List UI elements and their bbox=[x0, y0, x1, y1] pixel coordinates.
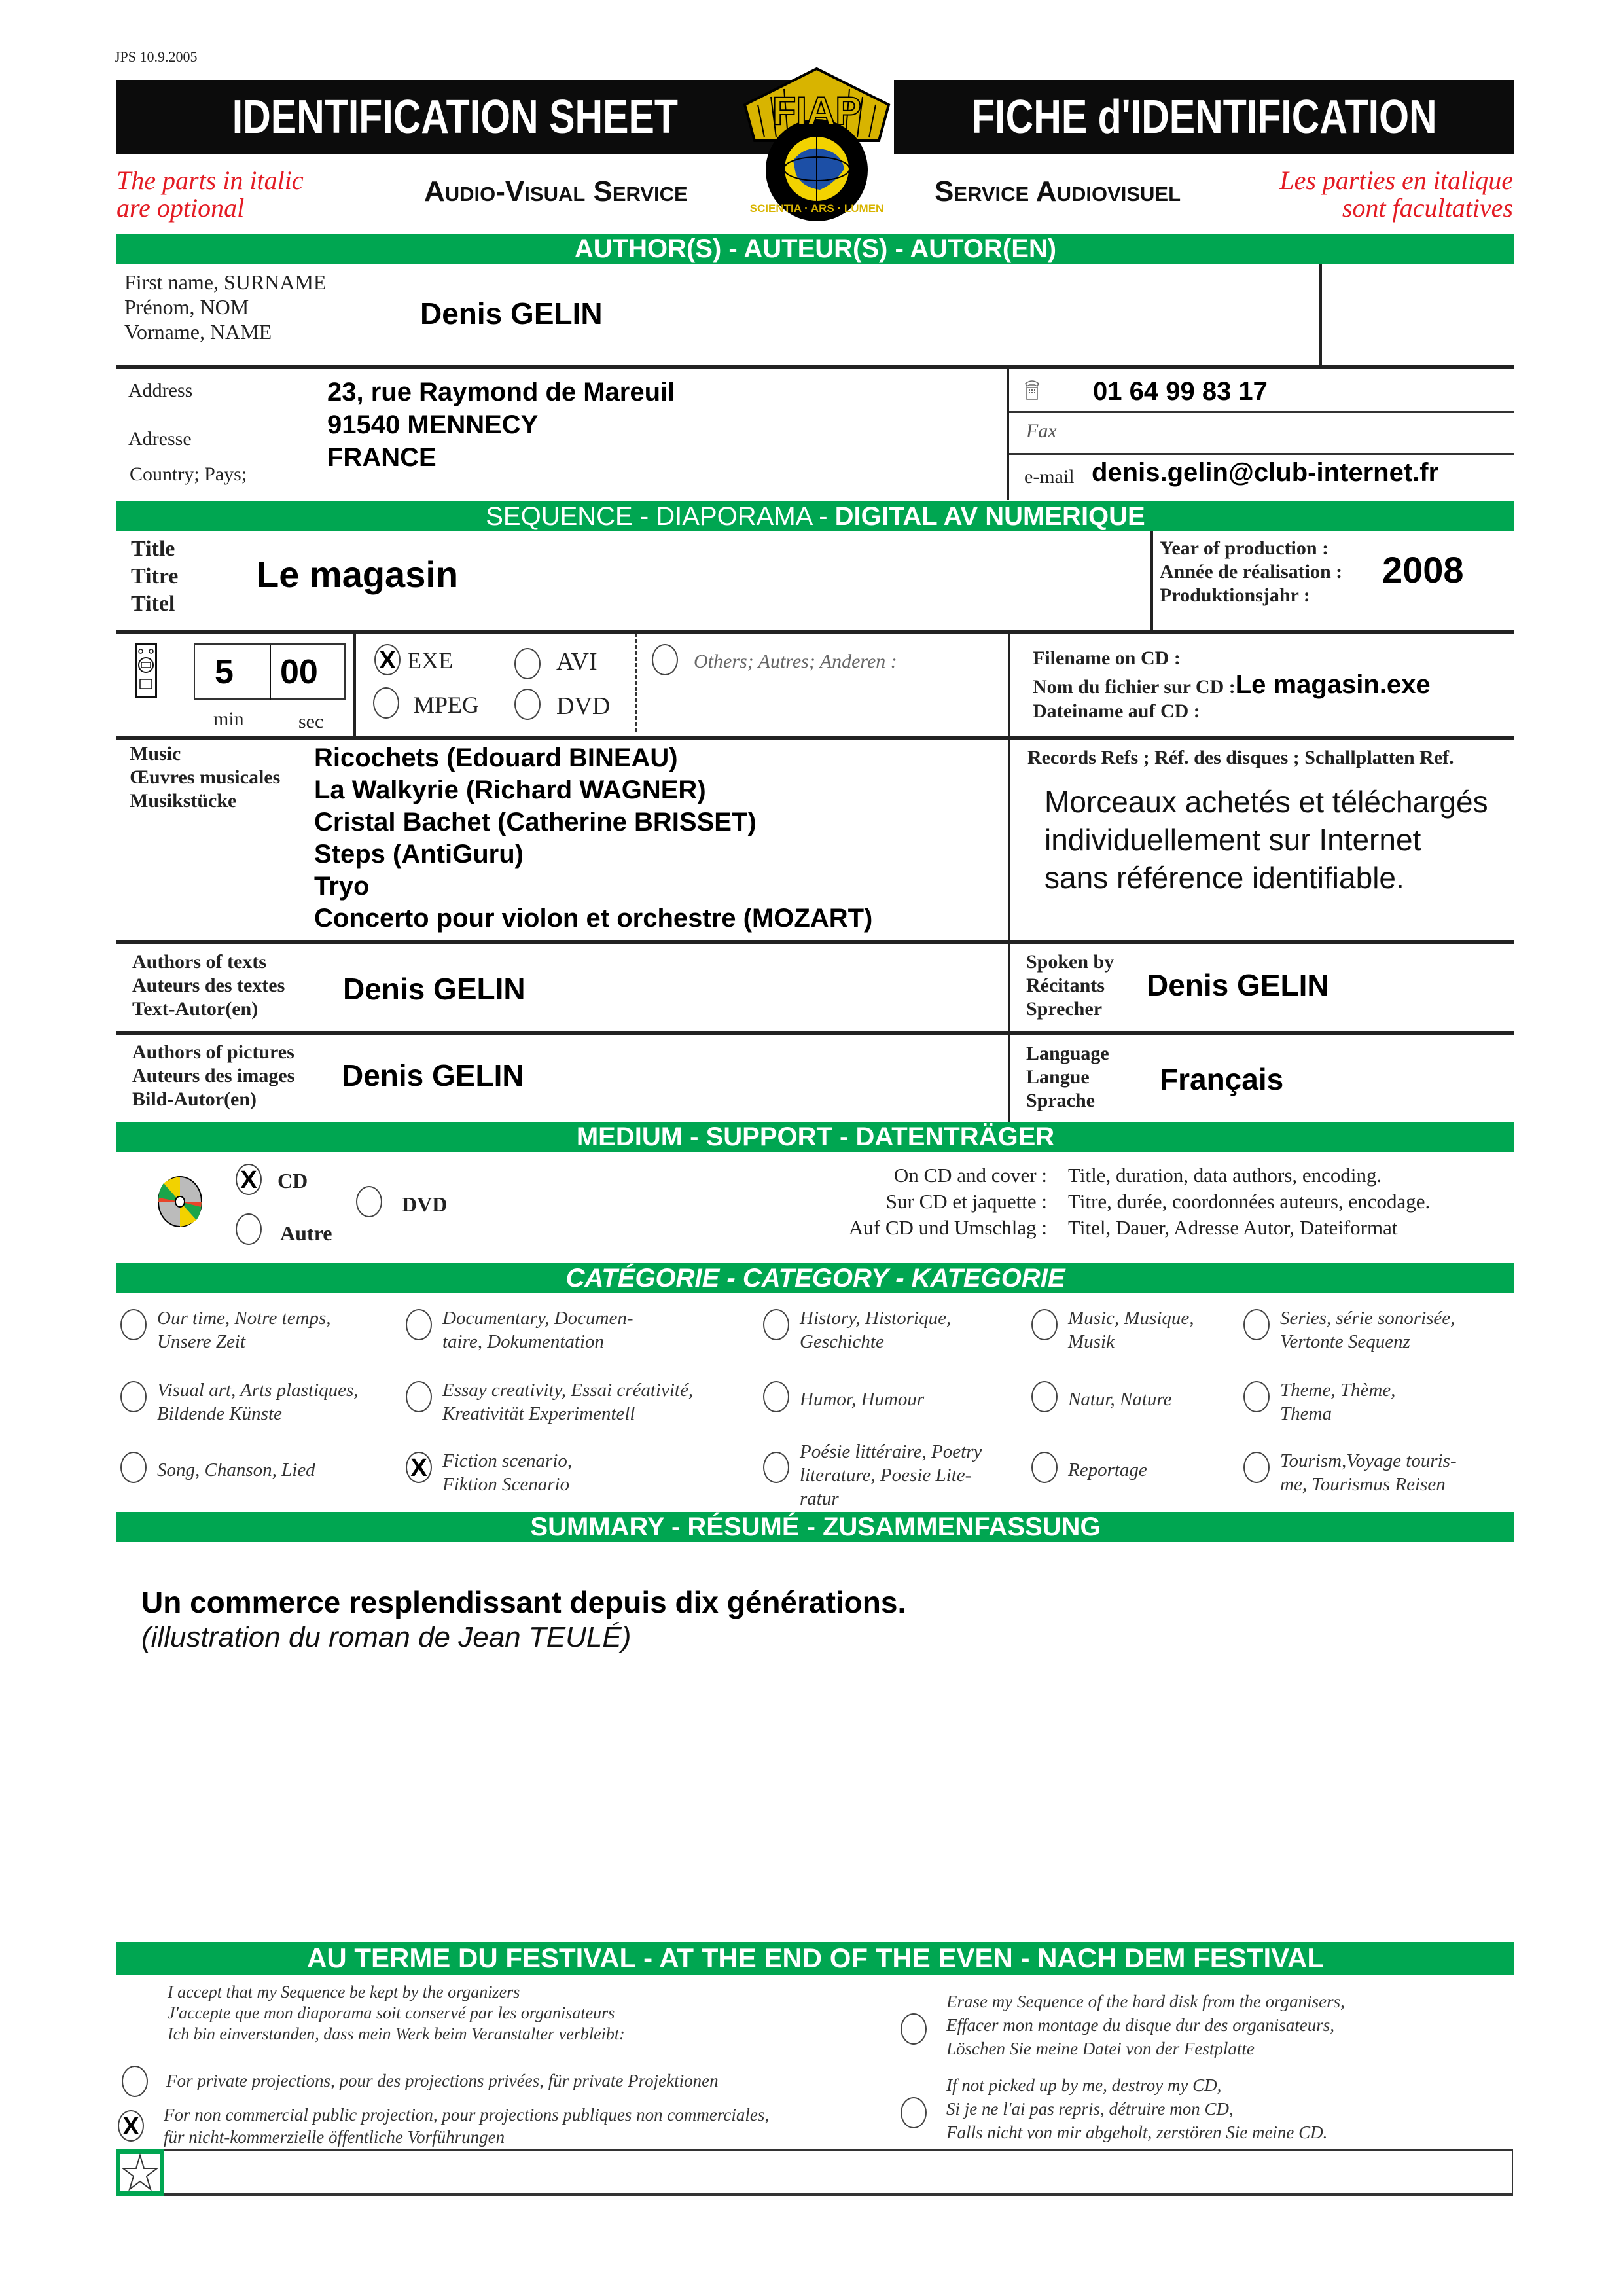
music-labels bbox=[130, 742, 280, 813]
records-line: sans référence identifiable. bbox=[1044, 861, 1404, 895]
logo-text-motto: SCIENTIA · ARS · LUMEN bbox=[749, 202, 884, 215]
label-language-en: Language bbox=[1026, 1043, 1109, 1064]
label-min: min bbox=[213, 708, 244, 730]
destroy-line: If not picked up by me, destroy my CD, bbox=[946, 2075, 1222, 2095]
text-authors-field[interactable]: Denis GELIN bbox=[343, 972, 526, 1006]
service-french: Service Audiovisuel bbox=[935, 175, 1181, 207]
picture-authors-labels bbox=[132, 1041, 294, 1111]
star-icon bbox=[116, 2149, 164, 2196]
summary-field[interactable] bbox=[141, 1584, 1503, 1911]
category-label bbox=[442, 1306, 633, 1354]
logo-text-fiap: FIAP bbox=[772, 89, 862, 133]
music-item: Tryo bbox=[314, 872, 370, 901]
medium-dvd-label: DVD bbox=[402, 1193, 448, 1216]
format-exe-radio[interactable] bbox=[374, 644, 401, 675]
public-projection-line: für nicht-kommerzielle öffentliche Vorführungen bbox=[164, 2127, 505, 2147]
divider bbox=[1008, 632, 1010, 942]
label-address-en: Address bbox=[128, 380, 193, 401]
category-radio[interactable] bbox=[763, 1452, 789, 1483]
section-category-header: CATÉGORIE - CATEGORY - KATEGORIE bbox=[116, 1263, 1514, 1293]
label-filename-fr: Nom du fichier sur CD : bbox=[1033, 676, 1236, 698]
category-radio[interactable] bbox=[406, 1381, 432, 1412]
music-list[interactable] bbox=[314, 742, 872, 935]
music-item: Cristal Bachet (Catherine BRISSET) bbox=[314, 808, 757, 836]
address-line-2: 91540 MENNECY bbox=[327, 410, 539, 439]
music-item: La Walkyrie (Richard WAGNER) bbox=[314, 776, 706, 804]
category-radio[interactable] bbox=[120, 1452, 147, 1483]
section-authors-header: AUTHOR(S) - AUTEUR(S) - AUTOR(EN) bbox=[116, 234, 1514, 264]
label-cover-fr: Sur CD et jaquette : bbox=[885, 1190, 1047, 1213]
divider bbox=[270, 645, 271, 700]
label-text-authors-en: Authors of texts bbox=[132, 951, 266, 973]
category-label bbox=[157, 1378, 359, 1426]
text-authors-labels bbox=[132, 950, 285, 1021]
category-label-line: Fiktion Scenario bbox=[442, 1474, 570, 1495]
private-projection-label: For private projections, pour des projections privées, für private Projektionen bbox=[166, 2071, 719, 2090]
label-name-de: Vorname, NAME bbox=[124, 320, 272, 344]
format-dvd-radio[interactable] bbox=[514, 689, 541, 720]
label-language-fr: Langue bbox=[1026, 1066, 1090, 1088]
summary-line-2: (illustration du roman de Jean TEULÉ) bbox=[141, 1621, 632, 1653]
category-label-line: Musik bbox=[1068, 1331, 1115, 1352]
category-radio[interactable] bbox=[1031, 1309, 1058, 1340]
optional-note-french bbox=[1279, 167, 1513, 222]
label-spoken-en: Spoken by bbox=[1026, 951, 1115, 973]
category-label bbox=[157, 1306, 331, 1354]
category-radio[interactable] bbox=[120, 1309, 147, 1340]
language-labels bbox=[1026, 1042, 1109, 1113]
label-spoken-de: Sprecher bbox=[1026, 998, 1103, 1020]
erase-line: Löschen Sie meine Datei von der Festplatte bbox=[946, 2039, 1255, 2058]
divider bbox=[116, 736, 1514, 740]
filename-labels bbox=[1033, 647, 1431, 723]
cover-value-fr: Titre, durée, coordonnées auteurs, encodage. bbox=[1068, 1190, 1431, 1213]
author-name-field[interactable]: Denis GELIN bbox=[420, 296, 603, 331]
title-bar-french bbox=[894, 80, 1514, 154]
category-label bbox=[800, 1306, 951, 1354]
public-projection-label bbox=[164, 2104, 769, 2148]
category-label-line: Fiction scenario, bbox=[442, 1450, 573, 1471]
duration-box bbox=[194, 643, 346, 700]
records-line: individuellement sur Internet bbox=[1044, 823, 1421, 857]
destroy-line: Si je ne l'ai pas repris, détruire mon CD, bbox=[946, 2099, 1234, 2119]
label-picture-authors-en: Authors of pictures bbox=[132, 1041, 294, 1063]
label-name-fr: Prénom, NOM bbox=[124, 295, 249, 319]
label-title-en: Title bbox=[131, 537, 175, 561]
section-sequence-header bbox=[116, 501, 1514, 531]
category-label bbox=[1068, 1306, 1194, 1354]
category-label-line: ratur bbox=[800, 1488, 839, 1509]
label-name-en: First name, SURNAME bbox=[124, 270, 327, 294]
format-avi-radio[interactable] bbox=[514, 648, 541, 679]
label-address-fr: Adresse bbox=[128, 428, 192, 450]
label-title-de: Titel bbox=[131, 592, 175, 616]
category-label bbox=[442, 1449, 572, 1496]
category-label-line: Theme, Thème, bbox=[1280, 1380, 1396, 1401]
title-english: IDENTIFICATION SHEET bbox=[232, 91, 679, 143]
accept-line: Ich bin einverstanden, dass mein Werk beim Veranstalter verbleibt: bbox=[168, 2024, 625, 2043]
format-avi-label: AVI bbox=[556, 648, 597, 675]
address-line-1: 23, rue Raymond de Mareuil bbox=[327, 378, 675, 406]
divider bbox=[353, 632, 356, 736]
public-projection-line: For non commercial public projection, pour projections publiques non commerciales, bbox=[164, 2105, 770, 2125]
category-label bbox=[1068, 1388, 1171, 1411]
label-title-fr: Titre bbox=[131, 564, 179, 588]
category-label-line: me, Tourismus Reisen bbox=[1280, 1474, 1446, 1495]
label-language-de: Sprache bbox=[1026, 1090, 1095, 1111]
label-sec: sec bbox=[298, 711, 324, 732]
optional-note-french-line1: Les parties en italique bbox=[1279, 166, 1513, 195]
accept-line: J'accepte que mon diaporama soit conservé par les organisateurs bbox=[168, 2003, 615, 2022]
language-field[interactable]: Français bbox=[1160, 1062, 1284, 1096]
section-sequence-title-a: SEQUENCE - DIAPORAMA - bbox=[486, 502, 835, 531]
summary-line-1: Un commerce resplendissant depuis dix générations. bbox=[141, 1585, 906, 1619]
category-label-line: Music, Musique, bbox=[1068, 1308, 1194, 1329]
format-mpeg-radio[interactable] bbox=[373, 687, 399, 719]
document-reference: JPS 10.9.2005 bbox=[115, 48, 198, 65]
optional-note-english-line2: are optional bbox=[116, 193, 245, 223]
section-festival-header: AU TERME DU FESTIVAL - AT THE END OF THE EVEN - NACH DEM FESTIVAL bbox=[116, 1942, 1514, 1975]
medium-other-label: Autre bbox=[280, 1221, 332, 1245]
spoken-by-field[interactable]: Denis GELIN bbox=[1147, 968, 1329, 1002]
phone-field[interactable]: 01 64 99 83 17 bbox=[1093, 377, 1268, 406]
divider bbox=[1150, 531, 1153, 630]
divider bbox=[1009, 411, 1514, 413]
format-exe-label: EXE bbox=[407, 647, 453, 673]
medium-other-radio[interactable] bbox=[236, 1213, 262, 1245]
category-label bbox=[442, 1378, 693, 1426]
music-item: Concerto pour violon et orchestre (MOZART) bbox=[314, 904, 873, 933]
picture-authors-field[interactable]: Denis GELIN bbox=[342, 1058, 524, 1092]
filename-field[interactable]: Le magasin.exe bbox=[1235, 670, 1431, 699]
label-year-de: Produktionsjahr : bbox=[1160, 584, 1310, 606]
erase-sequence-label bbox=[946, 1990, 1345, 2060]
divider bbox=[116, 940, 1514, 944]
address-line-3: FRANCE bbox=[327, 443, 437, 472]
format-dvd-label: DVD bbox=[556, 692, 611, 720]
label-filename-de: Dateiname auf CD : bbox=[1033, 700, 1200, 722]
category-radio[interactable] bbox=[1031, 1381, 1058, 1412]
category-label-line: Natur, Nature bbox=[1068, 1389, 1172, 1410]
title-bar-english bbox=[116, 80, 794, 154]
category-label bbox=[157, 1458, 315, 1482]
divider bbox=[635, 634, 637, 732]
cover-value-en: Title, duration, data authors, encoding. bbox=[1068, 1164, 1382, 1187]
title-french: FICHE d'IDENTIFICATION bbox=[971, 91, 1437, 143]
records-field[interactable] bbox=[1044, 783, 1488, 897]
category-radio[interactable] bbox=[1243, 1381, 1270, 1412]
name-labels bbox=[124, 270, 326, 344]
format-mpeg-label: MPEG bbox=[414, 692, 480, 718]
label-music-fr: Œuvres musicales bbox=[130, 766, 281, 788]
public-projection-radio[interactable] bbox=[118, 2110, 144, 2142]
label-year-fr: Année de réalisation : bbox=[1160, 561, 1343, 583]
address-field[interactable] bbox=[327, 376, 675, 474]
erase-line: Effacer mon montage du disque dur des organisateurs, bbox=[946, 2015, 1334, 2035]
compact-disc-icon bbox=[157, 1175, 203, 1228]
divider bbox=[1007, 367, 1009, 500]
cover-value-de: Titel, Dauer, Adresse Autor, Dateiformat bbox=[1068, 1216, 1398, 1239]
medium-cd-label: CD bbox=[277, 1169, 308, 1193]
format-others-label: Others; Autres; Anderen : bbox=[694, 651, 897, 672]
category-label-line: Geschichte bbox=[800, 1331, 884, 1352]
section-sequence-title-b: DIGITAL AV NUMERIQUE bbox=[834, 502, 1145, 531]
accept-line: I accept that my Sequence be kept by the organizers bbox=[168, 1982, 520, 2001]
category-label bbox=[1280, 1306, 1455, 1354]
footer-box bbox=[116, 2149, 1513, 2196]
divider bbox=[116, 1031, 1514, 1035]
fax-field[interactable] bbox=[1099, 419, 1492, 445]
label-picture-authors-de: Bild-Autor(en) bbox=[132, 1088, 257, 1110]
category-radio[interactable] bbox=[1031, 1452, 1058, 1483]
year-field[interactable]: 2008 bbox=[1382, 549, 1464, 590]
category-label-line: Humor, Humour bbox=[800, 1389, 925, 1410]
label-text-authors-fr: Auteurs des textes bbox=[132, 975, 285, 996]
label-records: Records Refs ; Réf. des disques ; Schallplatten Ref. bbox=[1027, 747, 1454, 768]
optional-note-english-line1: The parts in italic bbox=[116, 166, 304, 195]
duration-seconds-field[interactable]: 00 bbox=[280, 653, 318, 691]
label-email: e-mail bbox=[1024, 466, 1075, 488]
label-music-de: Musikstücke bbox=[130, 790, 237, 812]
category-label-line: Vertonte Sequenz bbox=[1280, 1331, 1410, 1352]
category-label bbox=[1068, 1458, 1147, 1482]
optional-note-english bbox=[116, 167, 304, 222]
category-label bbox=[1280, 1449, 1457, 1496]
category-radio[interactable] bbox=[406, 1309, 432, 1340]
category-label-line: taire, Dokumentation bbox=[442, 1331, 604, 1352]
telephone-icon bbox=[1024, 378, 1040, 402]
destroy-cd-label bbox=[946, 2073, 1327, 2144]
stopwatch-icon bbox=[135, 643, 157, 698]
category-label bbox=[800, 1388, 924, 1411]
optional-note-french-line2: sont facultatives bbox=[1342, 193, 1513, 223]
category-label-line: Kreativität Experimentell bbox=[442, 1403, 635, 1424]
category-label-line: History, Historique, bbox=[800, 1308, 952, 1329]
music-item: Ricochets (Edouard BINEAU) bbox=[314, 744, 678, 772]
category-label-line: Documentary, Documen- bbox=[442, 1308, 633, 1329]
category-label-line: Song, Chanson, Lied bbox=[157, 1460, 315, 1480]
category-label-line: Poésie littéraire, Poetry bbox=[800, 1441, 982, 1462]
divider bbox=[116, 630, 1514, 634]
category-label-line: Bildende Künste bbox=[157, 1403, 282, 1424]
section-medium-header: MEDIUM - SUPPORT - DATENTRÄGER bbox=[116, 1122, 1514, 1152]
title-labels bbox=[131, 535, 178, 618]
accept-statement bbox=[168, 1982, 625, 2045]
category-label-line: Our time, Notre temps, bbox=[157, 1308, 331, 1329]
title-field[interactable]: Le magasin bbox=[257, 554, 459, 595]
label-filename-en: Filename on CD : bbox=[1033, 647, 1181, 669]
category-label bbox=[800, 1440, 982, 1511]
category-label-line: Thema bbox=[1280, 1403, 1332, 1424]
category-radio[interactable] bbox=[406, 1452, 432, 1483]
category-radio[interactable] bbox=[763, 1381, 789, 1412]
year-labels bbox=[1160, 537, 1342, 607]
label-cover-de: Auf CD und Umschlag : bbox=[848, 1216, 1047, 1239]
label-text-authors-de: Text-Autor(en) bbox=[132, 998, 259, 1020]
label-year-en: Year of production : bbox=[1160, 537, 1329, 559]
divider bbox=[1319, 264, 1322, 368]
category-label-line: literature, Poesie Lite- bbox=[800, 1465, 972, 1486]
divider bbox=[116, 365, 1514, 369]
format-others-radio[interactable] bbox=[652, 644, 678, 675]
category-label bbox=[1280, 1378, 1395, 1426]
category-label-line: Visual art, Arts plastiques, bbox=[157, 1380, 359, 1401]
label-spoken-fr: Récitants bbox=[1026, 975, 1105, 996]
cover-labels bbox=[654, 1162, 1047, 1241]
medium-cd-radio[interactable] bbox=[236, 1164, 262, 1195]
cover-values bbox=[1068, 1162, 1430, 1241]
category-label-line: Reportage bbox=[1068, 1460, 1147, 1480]
category-radio[interactable] bbox=[1243, 1452, 1270, 1483]
medium-dvd-radio[interactable] bbox=[356, 1186, 382, 1217]
erase-line: Erase my Sequence of the hard disk from the organisers, bbox=[946, 1992, 1345, 2011]
email-field[interactable]: denis.gelin@club-internet.fr bbox=[1092, 458, 1439, 487]
category-label-line: Unsere Zeit bbox=[157, 1331, 246, 1352]
category-radio[interactable] bbox=[1243, 1309, 1270, 1340]
music-item: Steps (AntiGuru) bbox=[314, 840, 524, 869]
destroy-line: Falls nicht von mir abgeholt, zerstören Sie meine CD. bbox=[946, 2123, 1328, 2142]
section-summary-header: SUMMARY - RÉSUMÉ - ZUSAMMENFASSUNG bbox=[116, 1512, 1514, 1542]
duration-minutes-field[interactable]: 5 bbox=[215, 653, 234, 691]
category-radio[interactable] bbox=[120, 1381, 147, 1412]
category-radio[interactable] bbox=[763, 1309, 789, 1340]
category-label-line: Series, série sonorisée, bbox=[1280, 1308, 1455, 1329]
label-country: Country; Pays; bbox=[130, 463, 247, 485]
service-english: Audio-Visual Service bbox=[424, 175, 688, 207]
category-label-line: Essay creativity, Essai créativité, bbox=[442, 1380, 694, 1401]
spoken-labels bbox=[1026, 950, 1114, 1021]
label-fax: Fax bbox=[1026, 420, 1057, 442]
records-line: Morceaux achetés et téléchargés bbox=[1044, 785, 1488, 819]
label-music-en: Music bbox=[130, 743, 181, 764]
divider bbox=[1009, 453, 1514, 455]
private-projection-radio[interactable] bbox=[122, 2066, 148, 2097]
label-picture-authors-fr: Auteurs des images bbox=[132, 1065, 295, 1086]
fiap-logo bbox=[738, 65, 895, 223]
label-cover-en: On CD and cover : bbox=[893, 1164, 1047, 1187]
category-label-line: Tourism,Voyage touris- bbox=[1280, 1450, 1457, 1471]
destroy-cd-radio[interactable] bbox=[901, 2097, 927, 2128]
erase-sequence-radio[interactable] bbox=[901, 2013, 927, 2045]
